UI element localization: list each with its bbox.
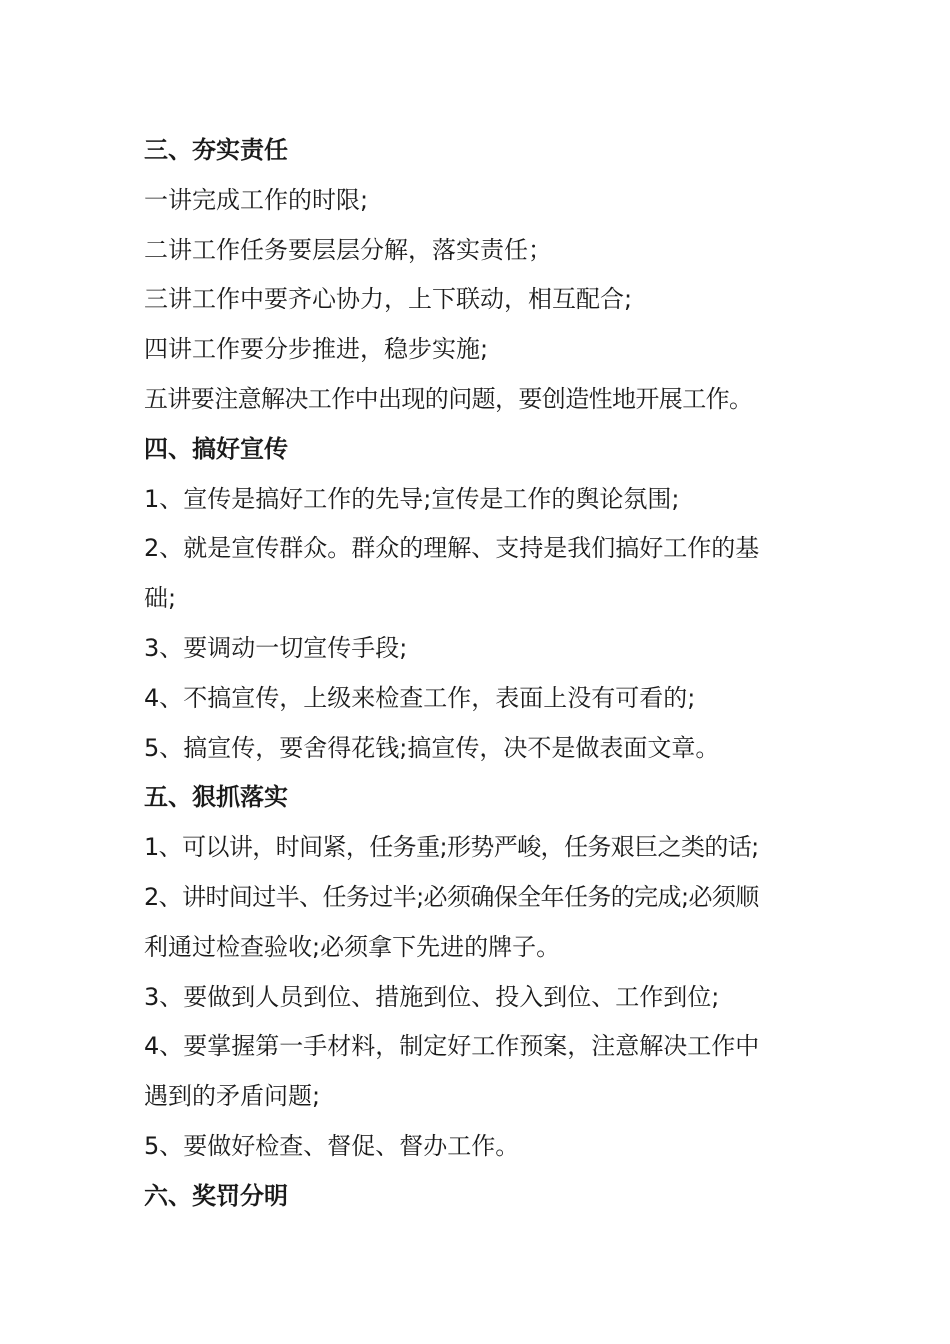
paragraph-line: 1、可以讲，时间紧，任务重;形势严峻，任务艰巨之类的话;: [144, 833, 759, 862]
section-heading-6: 六、奖罚分明: [144, 1181, 288, 1210]
paragraph-line: 础;: [144, 584, 177, 613]
paragraph-line: 三讲工作中要齐心协力，上下联动，相互配合;: [144, 285, 633, 314]
paragraph-line: 1、宣传是搞好工作的先导;宣传是工作的舆论氛围;: [144, 484, 680, 513]
paragraph-line: 五讲要注意解决工作中出现的问题，要创造性地开展工作。: [144, 384, 753, 413]
paragraph-line: 4、要掌握第一手材料，制定好工作预案，注意解决工作中: [144, 1032, 760, 1061]
paragraph-line: 3、要做到人员到位、措施到位、投入到位、工作到位;: [144, 982, 720, 1011]
document-body: [144, 126, 814, 1222]
paragraph-line: 2、讲时间过半、任务过半;必须确保全年任务的完成;必须顺: [144, 882, 759, 911]
paragraph-line: 四讲工作要分步推进，稳步实施;: [144, 335, 489, 364]
section-heading-5: 五、狠抓落实: [144, 783, 288, 812]
paragraph-line: 3、要调动一切宣传手段;: [144, 633, 408, 662]
paragraph-line: 2、就是宣传群众。群众的理解、支持是我们搞好工作的基: [144, 534, 760, 563]
paragraph-line: 5、要做好检查、督促、督办工作。: [144, 1131, 520, 1160]
paragraph-line: 4、不搞宣传，上级来检查工作，表面上没有可看的;: [144, 683, 696, 712]
paragraph-line: 一讲完成工作的时限;: [144, 185, 369, 214]
section-heading-4: 四、搞好宣传: [144, 434, 288, 463]
paragraph-line: 二讲工作任务要层层分解，落实责任；: [144, 235, 552, 264]
section-heading-3: 三、夯实责任: [144, 136, 288, 164]
paragraph-line: 利通过检查验收;必须拿下先进的牌子。: [144, 932, 561, 961]
paragraph-line: 遇到的矛盾问题;: [144, 1082, 321, 1111]
paragraph-line: 5、搞宣传，要舍得花钱;搞宣传，决不是做表面文章。: [144, 733, 720, 762]
